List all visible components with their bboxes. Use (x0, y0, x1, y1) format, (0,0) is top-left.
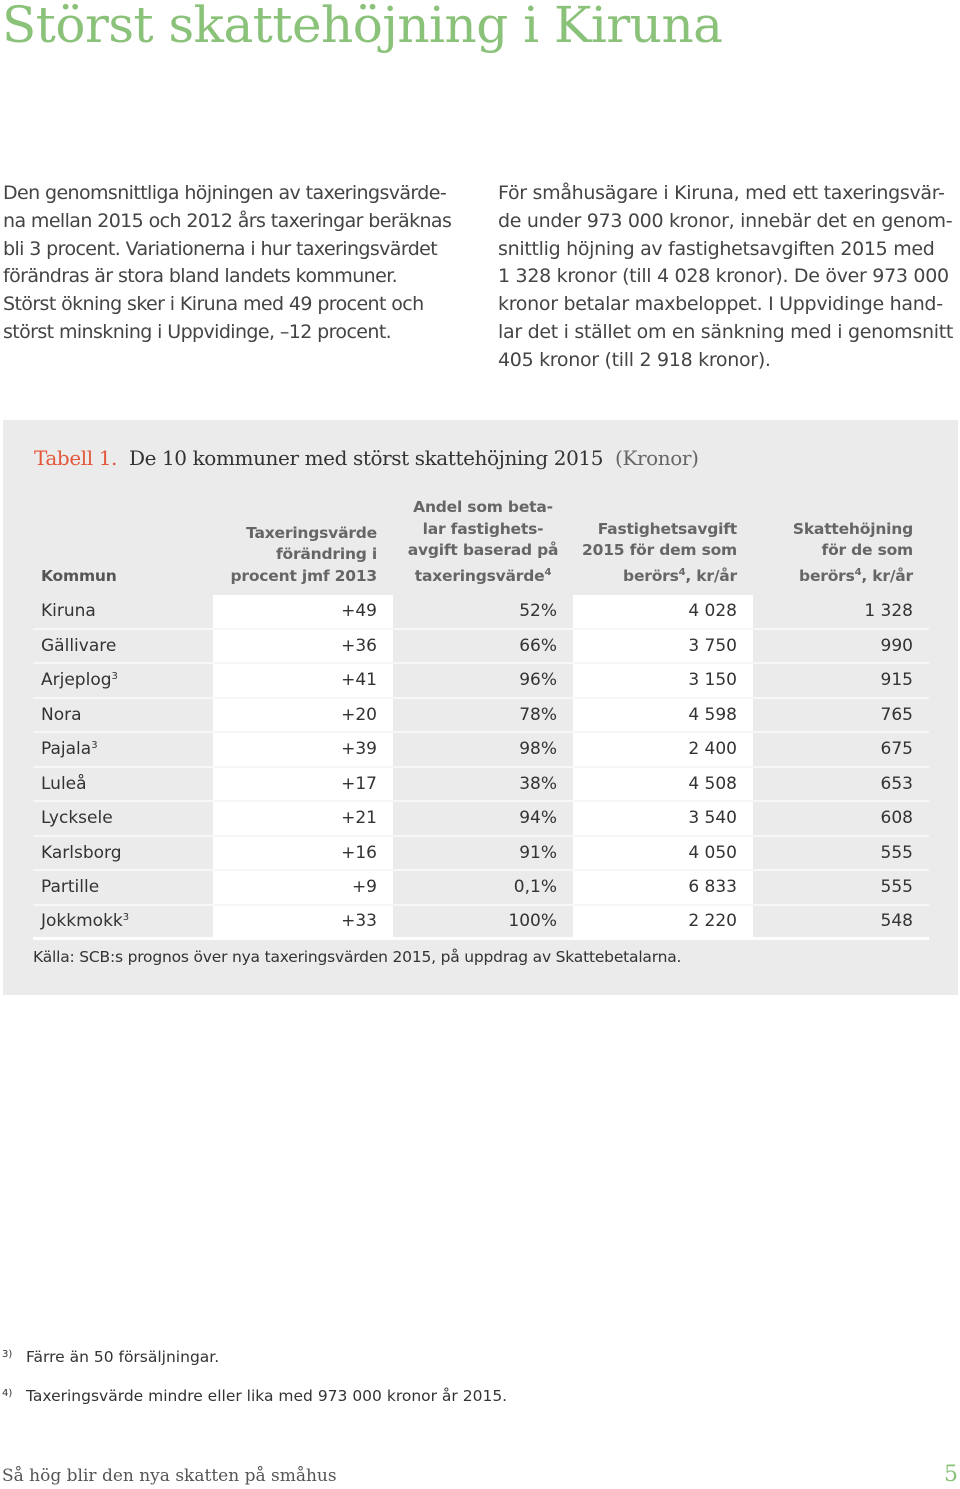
table-unit: (Kronor) (615, 446, 699, 470)
intro-right-line: lar det i stället om en sänkning med i genomsnitt (498, 320, 954, 343)
kommun-name: Karlsborg (41, 842, 122, 863)
cell-kommun (33, 802, 213, 837)
cell-raise: 1 328 (753, 595, 929, 630)
intro-left-line: störst minskning i Uppvidinge, –12 procent. (3, 320, 392, 343)
cell-tax-change: +49 (213, 595, 393, 630)
header-line: procent jmf 2013 (230, 566, 377, 585)
cell-raise: 653 (753, 768, 929, 803)
table-row (33, 906, 929, 941)
footnote-4 (2, 1387, 507, 1405)
intro-left-line: na mellan 2015 och 2012 års taxeringar beräknas (3, 209, 452, 232)
cell-kommun (33, 630, 213, 665)
cell-tax-change: +20 (213, 699, 393, 734)
intro-right-line: För småhusägare i Kiruna, med ett taxeringsvär- (498, 182, 945, 204)
footnote-ref: 4 (544, 566, 552, 578)
footer-title: Så hög blir den nya skatten på småhus (2, 1466, 337, 1486)
table-source: Källa: SCB:s prognos över nya taxeringsvärden 2015, på uppdrag av Skattebetalarna. (33, 948, 682, 966)
kommun-name: Jokkmokk (41, 911, 123, 932)
footnote-3 (2, 1348, 219, 1366)
table-row (33, 595, 929, 630)
cell-raise: 555 (753, 837, 929, 872)
header-raise (753, 497, 929, 595)
kommun-name: Partille (41, 877, 100, 898)
table-title: De 10 kommuner med störst skattehöjning 2015 (128, 446, 604, 470)
intro-right-column (498, 180, 956, 375)
cell-tax-change: +21 (213, 802, 393, 837)
header-line: , kr/år (861, 566, 913, 585)
header-line: Taxeringsvärde (246, 523, 377, 542)
cell-raise: 555 (753, 871, 929, 906)
cell-raise: 548 (753, 906, 929, 941)
kommun-name: Luleå (41, 773, 87, 794)
cell-share: 66% (393, 630, 573, 665)
intro-left-line: Störst ökning sker i Kiruna med 49 procent och (3, 293, 424, 316)
footnote-ref: 3 (122, 912, 130, 924)
data-table (33, 497, 929, 940)
kommun-name: Lycksele (41, 808, 113, 829)
header-fee (573, 497, 753, 595)
cell-fee: 3 150 (573, 664, 753, 699)
header-line: Fastighetsavgift (597, 519, 737, 538)
cell-share: 96% (393, 664, 573, 699)
cell-fee: 3 540 (573, 802, 753, 837)
header-line: berörs (799, 566, 855, 585)
cell-tax-change: +17 (213, 768, 393, 803)
header-line: förändring i (275, 545, 377, 563)
cell-tax-change: +16 (213, 837, 393, 872)
header-line: berörs (623, 566, 679, 585)
header-line: taxeringsvärde (414, 566, 545, 585)
cell-share: 94% (393, 802, 573, 837)
page-title: Störst skattehöjning i Kiruna (2, 0, 723, 54)
cell-share: 100% (393, 906, 573, 941)
header-line: Andel som beta- (413, 498, 553, 516)
cell-kommun (33, 699, 213, 734)
cell-fee: 2 400 (573, 733, 753, 768)
cell-kommun (33, 768, 213, 803)
cell-tax-change: +39 (213, 733, 393, 768)
cell-raise: 608 (753, 802, 929, 837)
cell-share: 0,1% (393, 871, 573, 906)
intro-left-line: förändras är stora bland landets kommuner. (3, 265, 398, 288)
cell-share: 78% (393, 699, 573, 734)
cell-kommun (33, 595, 213, 630)
cell-fee: 4 598 (573, 699, 753, 734)
cell-fee: 6 833 (573, 871, 753, 906)
intro-right-line: 405 kronor (till 2 918 kronor). (498, 348, 771, 371)
cell-fee: 2 220 (573, 906, 753, 941)
cell-raise: 765 (753, 699, 929, 734)
header-line: 2015 för dem som (582, 541, 737, 559)
header-tax-change (213, 497, 393, 595)
header-share (393, 497, 573, 595)
cell-fee: 3 750 (573, 630, 753, 665)
header-line: lar fastighets- (422, 519, 544, 538)
cell-tax-change: +36 (213, 630, 393, 665)
intro-right-line: snittlig höjning av fastighetsavgiften 2015 med (498, 237, 935, 260)
cell-kommun (33, 664, 213, 699)
cell-tax-change: +41 (213, 664, 393, 699)
footnote-ref: 4 (678, 566, 686, 578)
table-row (33, 630, 929, 665)
cell-kommun (33, 837, 213, 872)
kommun-name: Gällivare (41, 635, 117, 656)
cell-fee: 4 508 (573, 768, 753, 803)
intro-left-line: bli 3 procent. Variationerna i hur taxeringsvärdet (3, 237, 438, 260)
intro-right-line: de under 973 000 kronor, innebär det en genom- (498, 209, 953, 232)
cell-raise: 990 (753, 630, 929, 665)
cell-share: 98% (393, 733, 573, 768)
intro-right-line: kronor betalar maxbeloppet. I Uppvidinge hand- (498, 293, 943, 316)
table-row (33, 871, 929, 906)
table-header-row (33, 497, 929, 595)
page-number: 5 (944, 1462, 958, 1487)
footnote-ref: 3 (91, 740, 98, 752)
table-row (33, 733, 929, 768)
cell-kommun (33, 906, 213, 941)
cell-share: 52% (393, 595, 573, 630)
intro-right-line: 1 328 kronor (till 4 028 kronor). De över 973 000 (498, 265, 949, 288)
header-line: , kr/år (685, 566, 737, 585)
table-row (33, 837, 929, 872)
table-caption (34, 446, 698, 470)
intro-left-column (3, 180, 465, 347)
intro-left-line: Den genomsnittliga höjningen av taxeringsvärde- (3, 182, 447, 204)
footnote-ref: 4 (854, 566, 862, 578)
footnote-mark: 4) (2, 1388, 13, 1399)
cell-share: 38% (393, 768, 573, 803)
kommun-name: Pajala (41, 739, 92, 760)
cell-raise: 675 (753, 733, 929, 768)
table-row (33, 802, 929, 837)
kommun-name: Nora (41, 704, 82, 725)
header-line: för de som (821, 541, 913, 559)
table-panel (3, 420, 958, 995)
table-row (33, 699, 929, 734)
table-row (33, 664, 929, 699)
footnote-text: Färre än 50 försäljningar. (26, 1348, 220, 1366)
cell-kommun (33, 871, 213, 906)
table-label: Tabell 1. (34, 446, 117, 470)
footnote-mark: 3) (2, 1349, 13, 1360)
kommun-name: Arjeplog (41, 670, 112, 691)
table-row (33, 768, 929, 803)
header-line: Skattehöjning (792, 519, 913, 538)
cell-kommun (33, 733, 213, 768)
header-line: avgift baserad på (407, 541, 559, 559)
footnote-text: Taxeringsvärde mindre eller lika med 973 000 kronor år 2015. (26, 1387, 508, 1405)
cell-tax-change: +9 (213, 871, 393, 906)
cell-fee: 4 050 (573, 837, 753, 872)
footnote-ref: 3 (111, 671, 118, 683)
cell-share: 91% (393, 837, 573, 872)
cell-tax-change: +33 (213, 906, 393, 941)
cell-raise: 915 (753, 664, 929, 699)
kommun-name: Kiruna (41, 601, 96, 622)
header-kommun: Kommun (41, 566, 117, 585)
cell-fee: 4 028 (573, 595, 753, 630)
